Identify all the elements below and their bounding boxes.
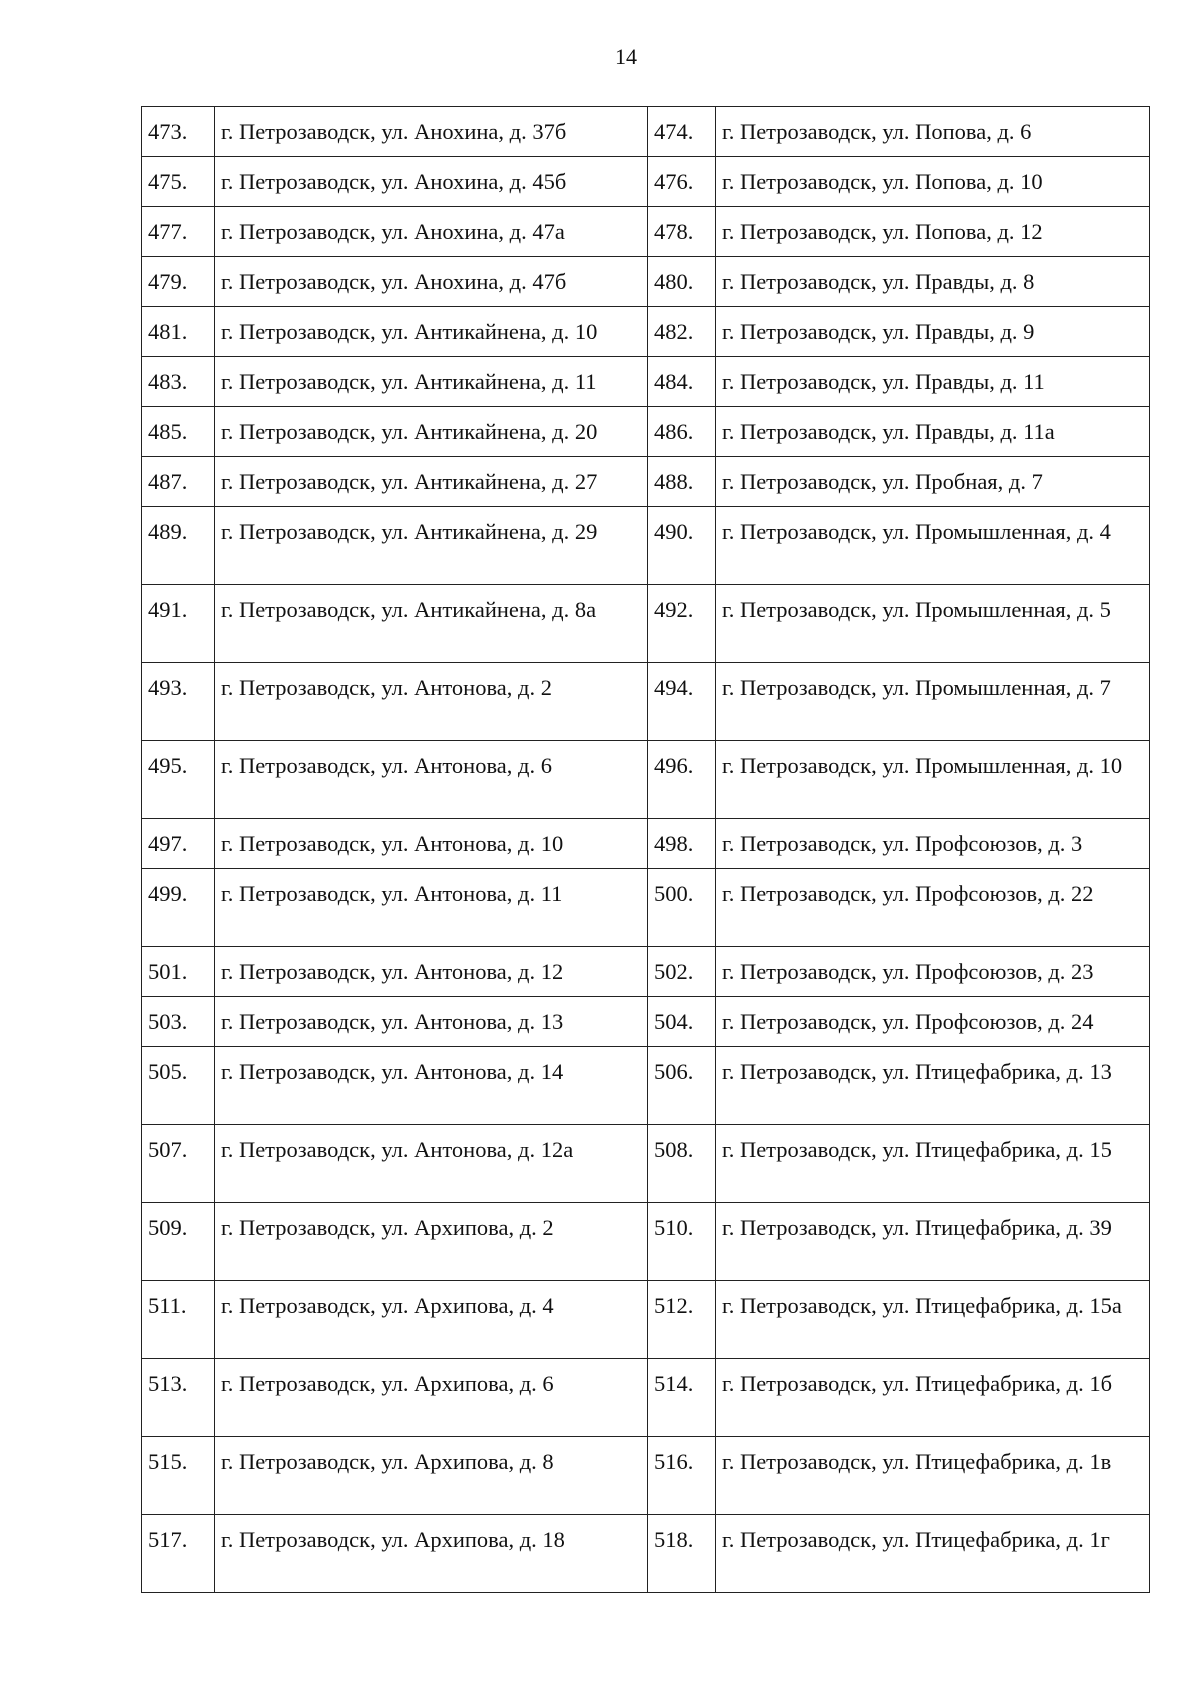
row-number-left: 483. (142, 357, 215, 407)
table-row (142, 997, 1150, 1047)
table-row (142, 407, 1150, 457)
address-right: г. Петрозаводск, ул. Пробная, д. 7 (716, 457, 1150, 507)
row-number-left: 513. (142, 1359, 215, 1437)
row-number-left: 515. (142, 1437, 215, 1515)
address-right: г. Петрозаводск, ул. Промышленная, д. 10 (716, 741, 1150, 819)
address-left: г. Петрозаводск, ул. Архипова, д. 8 (215, 1437, 648, 1515)
address-right: г. Петрозаводск, ул. Попова, д. 6 (716, 107, 1150, 157)
address-left: г. Петрозаводск, ул. Антонова, д. 10 (215, 819, 648, 869)
row-number-right: 496. (648, 741, 716, 819)
table-row (142, 257, 1150, 307)
table-row (142, 507, 1150, 585)
row-number-left: 509. (142, 1203, 215, 1281)
address-right: г. Петрозаводск, ул. Правды, д. 11 (716, 357, 1150, 407)
address-table-body (142, 107, 1150, 1593)
address-left: г. Петрозаводск, ул. Анохина, д. 45б (215, 157, 648, 207)
address-right: г. Петрозаводск, ул. Правды, д. 9 (716, 307, 1150, 357)
table-row (142, 1359, 1150, 1437)
row-number-left: 495. (142, 741, 215, 819)
table-row (142, 457, 1150, 507)
row-number-left: 477. (142, 207, 215, 257)
address-right: г. Петрозаводск, ул. Птицефабрика, д. 1в (716, 1437, 1150, 1515)
address-left: г. Петрозаводск, ул. Антикайнена, д. 29 (215, 507, 648, 585)
address-right: г. Петрозаводск, ул. Птицефабрика, д. 15 (716, 1125, 1150, 1203)
table-row (142, 1125, 1150, 1203)
address-right: г. Петрозаводск, ул. Попова, д. 10 (716, 157, 1150, 207)
row-number-right: 474. (648, 107, 716, 157)
table-row (142, 1047, 1150, 1125)
table-row (142, 157, 1150, 207)
table-row (142, 207, 1150, 257)
address-left: г. Петрозаводск, ул. Антонова, д. 12 (215, 947, 648, 997)
row-number-right: 486. (648, 407, 716, 457)
address-left: г. Петрозаводск, ул. Антикайнена, д. 10 (215, 307, 648, 357)
row-number-right: 488. (648, 457, 716, 507)
address-right: г. Петрозаводск, ул. Промышленная, д. 7 (716, 663, 1150, 741)
row-number-left: 505. (142, 1047, 215, 1125)
row-number-left: 517. (142, 1515, 215, 1593)
row-number-right: 480. (648, 257, 716, 307)
address-right: г. Петрозаводск, ул. Птицефабрика, д. 39 (716, 1203, 1150, 1281)
table-row (142, 307, 1150, 357)
row-number-left: 491. (142, 585, 215, 663)
table-row (142, 947, 1150, 997)
row-number-right: 510. (648, 1203, 716, 1281)
row-number-right: 504. (648, 997, 716, 1047)
row-number-right: 482. (648, 307, 716, 357)
address-left: г. Петрозаводск, ул. Архипова, д. 6 (215, 1359, 648, 1437)
address-right: г. Петрозаводск, ул. Птицефабрика, д. 1г (716, 1515, 1150, 1593)
row-number-left: 489. (142, 507, 215, 585)
row-number-right: 498. (648, 819, 716, 869)
table-row (142, 357, 1150, 407)
address-right: г. Петрозаводск, ул. Правды, д. 11а (716, 407, 1150, 457)
table-row (142, 585, 1150, 663)
table-row (142, 1203, 1150, 1281)
address-right: г. Петрозаводск, ул. Попова, д. 12 (716, 207, 1150, 257)
row-number-left: 511. (142, 1281, 215, 1359)
row-number-right: 494. (648, 663, 716, 741)
row-number-right: 514. (648, 1359, 716, 1437)
address-left: г. Петрозаводск, ул. Антикайнена, д. 8а (215, 585, 648, 663)
address-left: г. Петрозаводск, ул. Анохина, д. 37б (215, 107, 648, 157)
table-row (142, 1437, 1150, 1515)
row-number-left: 501. (142, 947, 215, 997)
table-row (142, 819, 1150, 869)
row-number-right: 502. (648, 947, 716, 997)
row-number-left: 499. (142, 869, 215, 947)
row-number-right: 508. (648, 1125, 716, 1203)
address-left: г. Петрозаводск, ул. Архипова, д. 18 (215, 1515, 648, 1593)
address-right: г. Петрозаводск, ул. Профсоюзов, д. 23 (716, 947, 1150, 997)
table-row (142, 741, 1150, 819)
row-number-right: 500. (648, 869, 716, 947)
row-number-left: 487. (142, 457, 215, 507)
table-row (142, 107, 1150, 157)
row-number-right: 512. (648, 1281, 716, 1359)
row-number-right: 506. (648, 1047, 716, 1125)
row-number-left: 475. (142, 157, 215, 207)
page-number: 14 (615, 44, 637, 69)
address-right: г. Петрозаводск, ул. Правды, д. 8 (716, 257, 1150, 307)
address-right: г. Петрозаводск, ул. Промышленная, д. 5 (716, 585, 1150, 663)
address-left: г. Петрозаводск, ул. Антонова, д. 14 (215, 1047, 648, 1125)
address-left: г. Петрозаводск, ул. Анохина, д. 47б (215, 257, 648, 307)
table-row (142, 663, 1150, 741)
row-number-left: 497. (142, 819, 215, 869)
row-number-left: 503. (142, 997, 215, 1047)
row-number-right: 516. (648, 1437, 716, 1515)
row-number-right: 492. (648, 585, 716, 663)
address-right: г. Петрозаводск, ул. Птицефабрика, д. 15а (716, 1281, 1150, 1359)
address-right: г. Петрозаводск, ул. Птицефабрика, д. 1б (716, 1359, 1150, 1437)
address-left: г. Петрозаводск, ул. Антикайнена, д. 11 (215, 357, 648, 407)
address-left: г. Петрозаводск, ул. Архипова, д. 4 (215, 1281, 648, 1359)
row-number-left: 485. (142, 407, 215, 457)
address-left: г. Петрозаводск, ул. Антонова, д. 6 (215, 741, 648, 819)
row-number-left: 473. (142, 107, 215, 157)
address-table (141, 106, 1150, 1593)
address-left: г. Петрозаводск, ул. Антонова, д. 13 (215, 997, 648, 1047)
address-left: г. Петрозаводск, ул. Антикайнена, д. 20 (215, 407, 648, 457)
row-number-right: 476. (648, 157, 716, 207)
address-left: г. Петрозаводск, ул. Антонова, д. 11 (215, 869, 648, 947)
table-row (142, 1515, 1150, 1593)
address-left: г. Петрозаводск, ул. Архипова, д. 2 (215, 1203, 648, 1281)
address-right: г. Петрозаводск, ул. Профсоюзов, д. 3 (716, 819, 1150, 869)
row-number-left: 479. (142, 257, 215, 307)
table-row (142, 1281, 1150, 1359)
address-right: г. Петрозаводск, ул. Профсоюзов, д. 24 (716, 997, 1150, 1047)
row-number-left: 481. (142, 307, 215, 357)
address-right: г. Петрозаводск, ул. Профсоюзов, д. 22 (716, 869, 1150, 947)
row-number-right: 490. (648, 507, 716, 585)
row-number-right: 484. (648, 357, 716, 407)
address-left: г. Петрозаводск, ул. Антонова, д. 12а (215, 1125, 648, 1203)
row-number-right: 518. (648, 1515, 716, 1593)
address-right: г. Петрозаводск, ул. Промышленная, д. 4 (716, 507, 1150, 585)
address-left: г. Петрозаводск, ул. Антикайнена, д. 27 (215, 457, 648, 507)
row-number-right: 478. (648, 207, 716, 257)
address-left: г. Петрозаводск, ул. Анохина, д. 47а (215, 207, 648, 257)
address-right: г. Петрозаводск, ул. Птицефабрика, д. 13 (716, 1047, 1150, 1125)
table-row (142, 869, 1150, 947)
row-number-left: 493. (142, 663, 215, 741)
address-left: г. Петрозаводск, ул. Антонова, д. 2 (215, 663, 648, 741)
row-number-left: 507. (142, 1125, 215, 1203)
